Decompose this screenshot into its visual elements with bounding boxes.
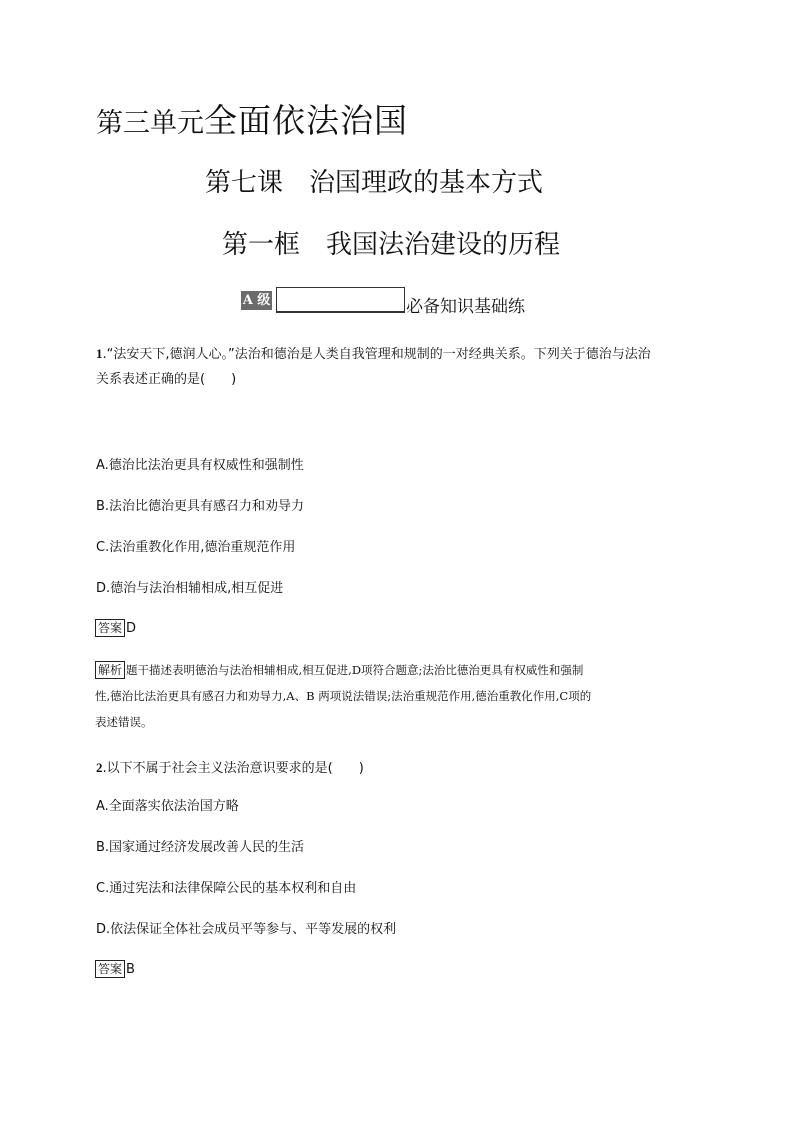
answer-tag: 答案	[95, 960, 125, 978]
lesson-label: 第七课	[205, 168, 284, 198]
answer-value: B	[126, 962, 135, 977]
question-1-stem-line-1: 1.“法安天下,德润人心。”法治和德治是人类自我管理和规制的一对经典关系。下列关于德治与法治	[96, 346, 651, 362]
question-2-option-a: A.全面落实依法治国方略	[96, 799, 239, 814]
answer-value: D	[126, 621, 137, 636]
question-2-option-c: C.通过宪法和法律保障公民的基本权利和自由	[96, 881, 357, 896]
level-badge: A 级	[242, 293, 271, 308]
lesson-name: 治国理政的基本方式	[309, 168, 544, 198]
frame-name: 我国法治建设的历程	[326, 230, 561, 260]
question-2-option-b: B.国家通过经济发展改善人民的生活	[96, 840, 305, 855]
analysis-line-3: 表述错误。	[95, 715, 153, 729]
unit-label: 第三单元	[96, 108, 204, 139]
analysis-line-2: 性,德治比法治更具有感召力和劝导力,A、B 两项说法错误;法治重规范作用,德治重教化作用,C项的	[95, 689, 592, 703]
frame-title	[222, 228, 560, 262]
level-title: 必备知识基础练	[406, 297, 525, 317]
lesson-title	[205, 166, 543, 200]
level-underline-box	[276, 287, 405, 313]
question-1-option-d: D.德治与法治相辅相成,相互促进	[96, 581, 284, 596]
question-1-number: 1	[96, 346, 103, 361]
answer-tag: 答案	[95, 619, 125, 637]
question-1-analysis	[95, 657, 705, 735]
question-2-answer	[95, 960, 135, 980]
analysis-line-1: 解析 题干描述表明德治与法治相辅相成,相互促进,D项符合题意;法治比德治更具有权威性和强制	[95, 657, 705, 683]
question-1-answer	[95, 619, 136, 639]
question-1-option-a: A.德治比法治更具有权威性和强制性	[96, 458, 304, 473]
unit-name: 全面依法治国	[204, 101, 408, 140]
question-1-stem-line-2: 关系表述正确的是( )	[96, 372, 237, 387]
question-2-option-d: D.依法保证全体社会成员平等参与、平等发展的权利	[96, 922, 397, 937]
question-1-option-b: B.法治比德治更具有感召力和劝导力	[96, 499, 305, 514]
unit-title	[96, 101, 408, 144]
frame-label: 第一框	[222, 230, 301, 260]
analysis-tag: 解析	[95, 661, 125, 679]
question-2-number: 2	[96, 760, 103, 775]
question-2-stem: 2.以下不属于社会主义法治意识要求的是( )	[96, 760, 364, 776]
question-1-option-c: C.法治重教化作用,德治重规范作用	[96, 540, 296, 555]
